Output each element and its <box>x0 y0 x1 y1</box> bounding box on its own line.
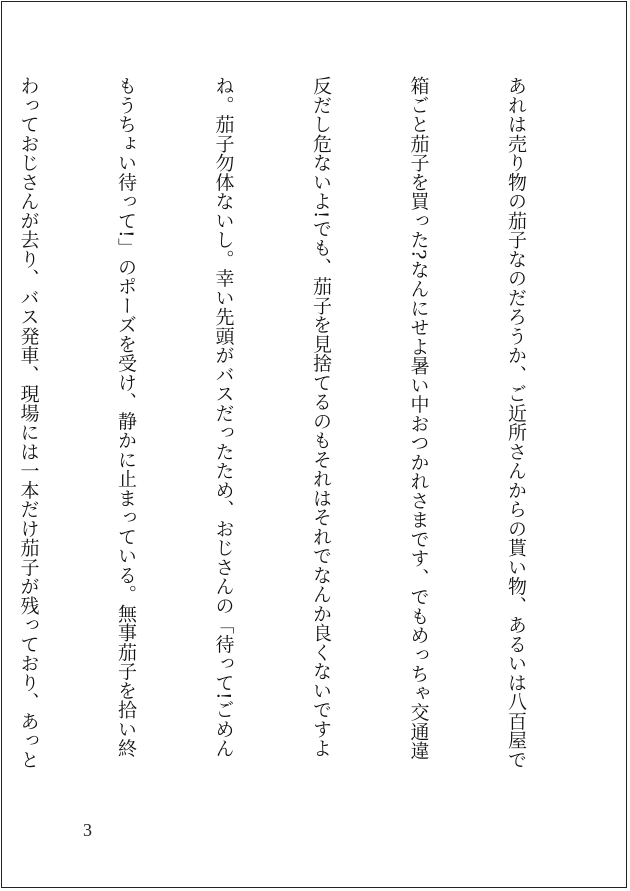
text-line: わっておじさんが去り、バス発車、現場には一本だけ茄子が残っており、あっと <box>17 76 40 769</box>
text-line: あれは売り物の茄子なのだろうか、ご近所さんからの貰い物、あるいは八百屋で <box>505 76 527 769</box>
text-line: ね。茄子勿体ないし。幸い先頭がバスだったため、おじさんの「待って!ごめん <box>212 76 235 758</box>
text-line: 箱ごと茄子を買った?なんにせよ暑い中おつかれさまです、でもめっちゃ交通違 <box>407 76 430 761</box>
page-number: 3 <box>83 820 92 840</box>
text-line: 反だし危ないよ!でも、茄子を見捨てるのもそれはそれでなんか良くないですよ <box>310 76 332 758</box>
text-line: もうちょい待って!」のポーズを受け、静かに止まっている。無事茄子を拾い終 <box>115 76 137 758</box>
vertical-text-body <box>17 76 597 811</box>
